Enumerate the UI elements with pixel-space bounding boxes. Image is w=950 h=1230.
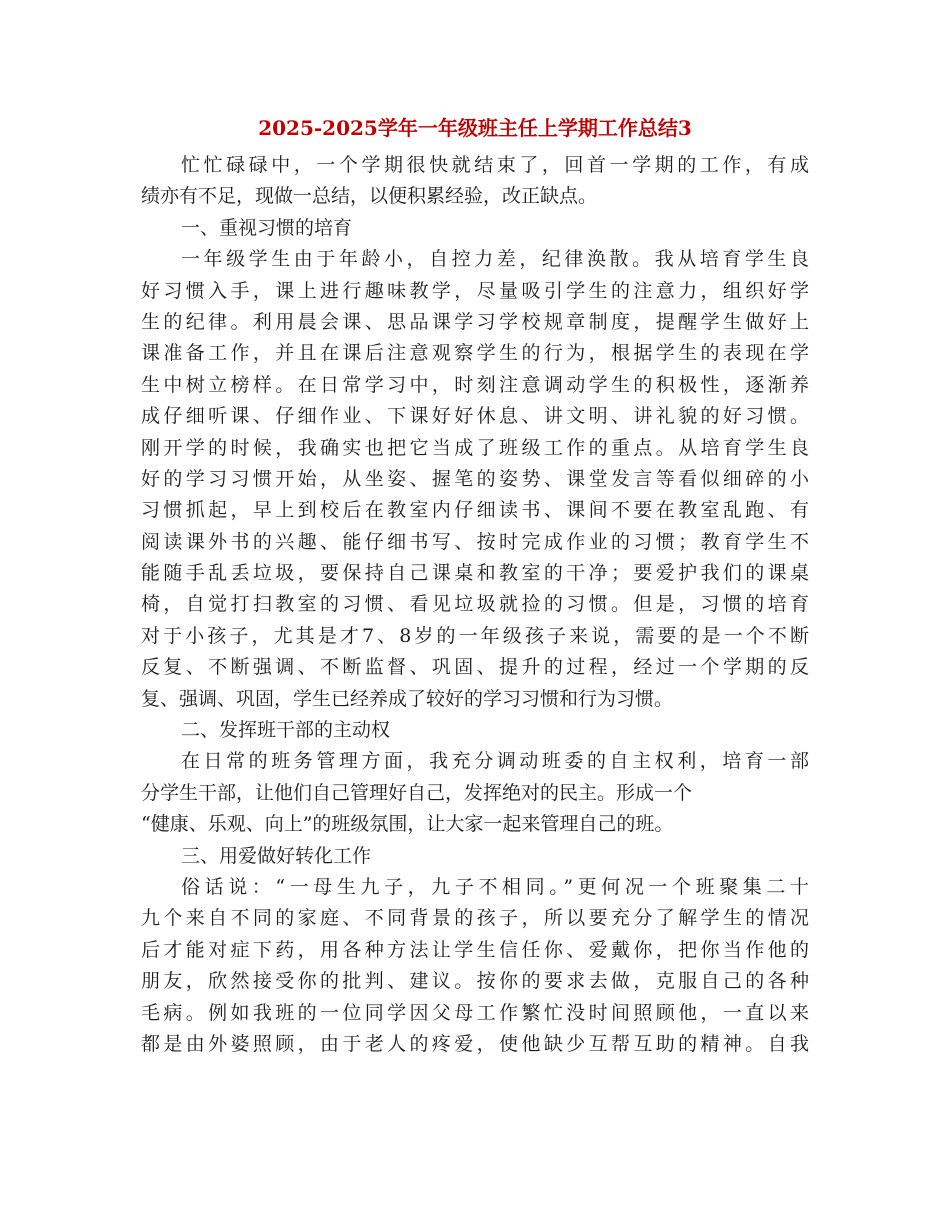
body-text-line: 阅读课外书的兴趣、能仔细书写、按时完成作业的习惯；教育学生不 xyxy=(141,530,809,553)
body-text-line: 复、强调、巩固，学生已经养成了较好的学习习惯和行为习惯。 xyxy=(141,687,674,710)
body-text-line: 课准备工作，并且在课后注意观察学生的行为，根据学生的表现在学 xyxy=(141,342,809,365)
body-text-line: 三、用爱做好转化工作 xyxy=(181,844,372,867)
body-text-line: 后才能对症下药，用各种方法让学生信任你、爱戴你，把你当作他的 xyxy=(141,938,809,961)
body-text-line: 朋友，欣然接受你的批判、建议。按你的要求去做，克服自己的各种 xyxy=(141,970,809,993)
body-text-line: 反复、不断强调、不断监督、巩固、提升的过程，经过一个学期的反 xyxy=(141,656,809,679)
body-text-line: 毛病。例如我班的一位同学因父母工作繁忙没时间照顾他，一直以来 xyxy=(141,1001,809,1024)
body-text-line: 椅，自觉打扫教室的习惯、看见垃圾就捡的习惯。但是，习惯的培育 xyxy=(141,593,809,616)
body-text-line: 忙忙碌碌中，一个学期很快就结束了，回首一学期的工作，有成 xyxy=(181,154,809,176)
body-text-line: 对于小孩子，尤其是才7、8岁的一年级孩子来说，需要的是一个不断 xyxy=(141,624,809,647)
body-text-line: 绩亦有不足，现做一总结，以便积累经验，改正缺点。 xyxy=(141,185,598,208)
body-text-line: 一、重视习惯的培育 xyxy=(181,216,353,239)
body-text-line: 二、发挥班干部的主动权 xyxy=(181,719,391,742)
body-text-line: 刚开学的时候，我确实也把它当成了班级工作的重点。从培育学生良 xyxy=(141,436,809,459)
body-text-line: 在日常的班务管理方面，我充分调动班委的自主权利，培育一部 xyxy=(181,750,809,773)
document-body xyxy=(141,150,809,1060)
body-text-line: 生中树立榜样。在日常学习中，时刻注意调动学生的积极性，逐渐养 xyxy=(141,373,809,396)
body-text-line: 俗话说：“一母生九子，九子不相同。”更何况一个班聚集二十 xyxy=(181,875,809,898)
body-text-line: 生的纪律。利用晨会课、思品课学习学校规章制度，提醒学生做好上 xyxy=(141,310,809,333)
body-text-line: “健康、乐观、向上”的班级氛围，让大家一起来管理自己的班。 xyxy=(141,813,674,836)
body-text-line: 习惯抓起，早上到校后在教室内仔细读书、课间不要在教室乱跑、有 xyxy=(141,499,809,522)
body-text-line: 分学生干部，让他们自己管理好自己，发挥绝对的民主。形成一个 xyxy=(141,781,693,804)
body-text-line: 九个来自不同的家庭、不同背景的孩子，所以要充分了解学生的情况 xyxy=(141,907,809,930)
body-text-line: 能随手乱丢垃圾，要保持自己课桌和教室的干净；要爱护我们的课桌 xyxy=(141,562,809,585)
body-text-line: 好的学习习惯开始，从坐姿、握笔的姿势、课堂发言等看似细碎的小 xyxy=(141,467,809,490)
body-text-line: 一年级学生由于年龄小，自控力差，纪律涣散。我从培育学生良 xyxy=(181,248,809,271)
body-text-line: 好习惯入手，课上进行趣味教学，尽量吸引学生的注意力，组织好学 xyxy=(141,279,809,302)
document-title: 2025-2025学年一年级班主任上学期工作总结3 xyxy=(258,116,692,140)
body-text-line: 成仔细听课、仔细作业、下课好好休息、讲文明、讲礼貌的好习惯。 xyxy=(141,405,809,428)
body-text-line: 都是由外婆照顾，由于老人的疼爱，使他缺少互帮互助的精神。自我 xyxy=(141,1032,809,1055)
